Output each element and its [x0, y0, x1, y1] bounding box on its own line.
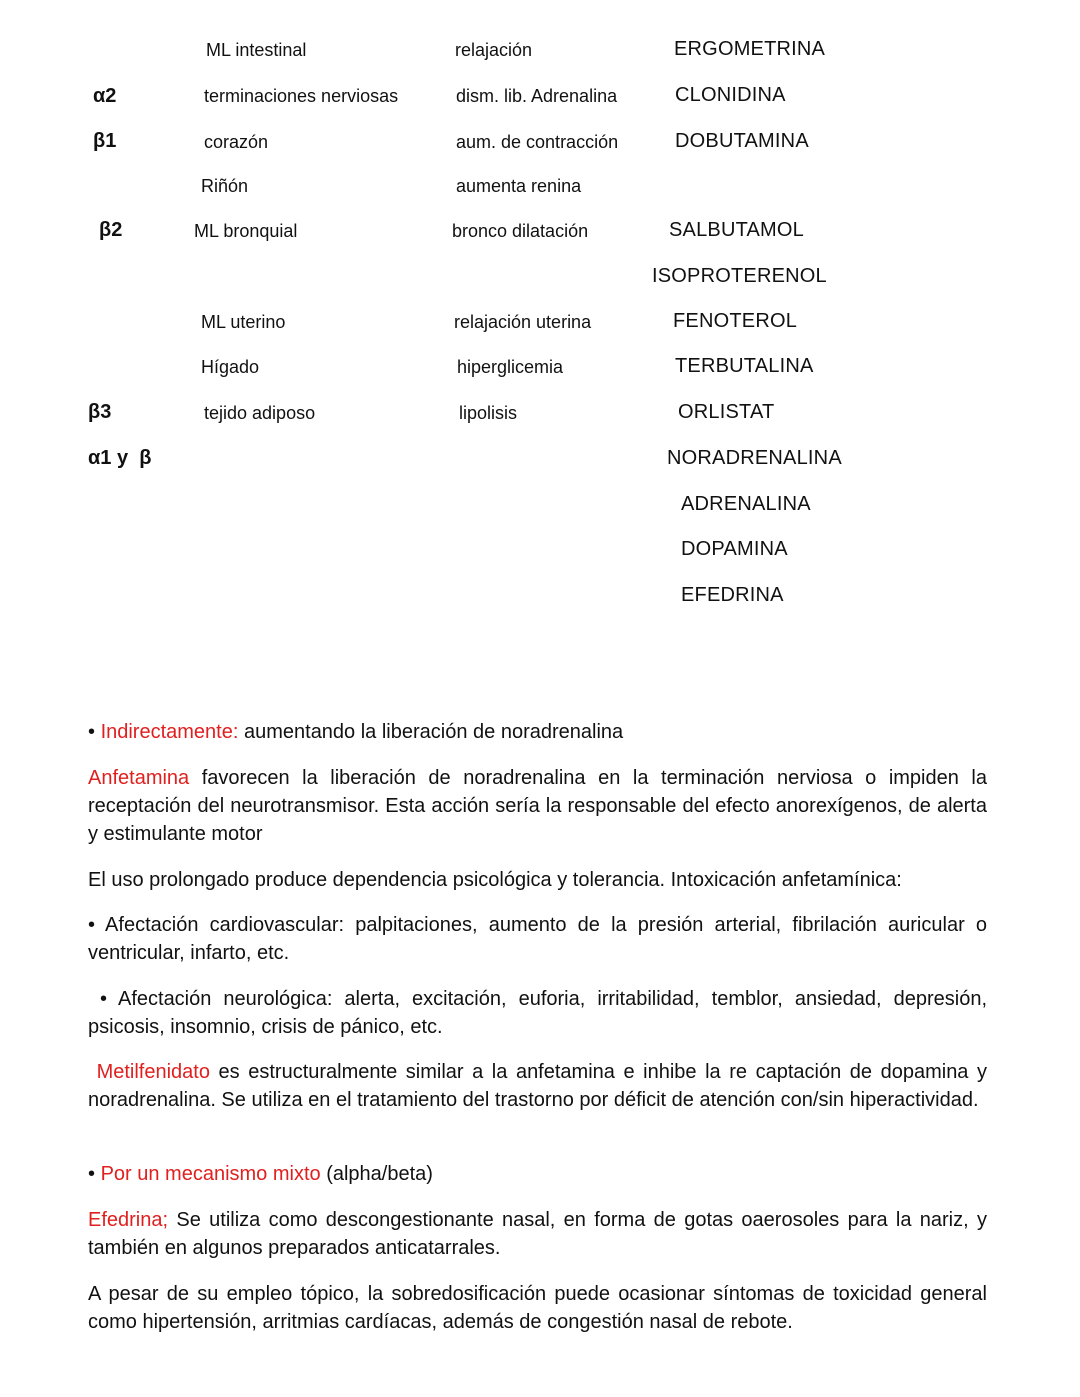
uso-paragraph: El uso prolongado produce dependencia psicológica y tolerancia. Intoxicación anfetamínica: [88, 869, 902, 891]
highlight-term: Anfetamina [88, 767, 190, 789]
effect-cell: dism. lib. Adrenalina [456, 86, 618, 106]
drug-cell: ADRENALINA [681, 493, 811, 515]
tissue-cell: corazón [204, 132, 269, 152]
tissue-cell: Riñón [201, 176, 249, 196]
effect-cell: aumenta renina [456, 176, 582, 196]
effect-cell: aum. de contracción [456, 132, 619, 152]
receptor-cell: β1 [93, 130, 117, 152]
drug-cell: FENOTEROL [673, 310, 798, 332]
metilfenidato-paragraph: Metilfenidato es estructuralmente similar a la anfetamina e inhibe la re captación de dopamina y noradrenalina. Se utiliza en el tratamiento del trastorno por déficit de atención con/sin hiperactividad. [88, 1061, 993, 1111]
indirect-bullet: • Indirectamente: aumentando la liberación de noradrenalina [88, 721, 624, 743]
drug-cell: ORLISTAT [678, 401, 775, 423]
tissue-cell: ML bronquial [194, 221, 298, 241]
receptor-cell: β2 [99, 219, 123, 241]
pesar-paragraph: A pesar de su empleo tópico, la sobredosificación puede ocasionar síntomas de toxicidad general como hipertensión, arritmias cardíacas, además de congestión nasal de rebote. [88, 1283, 987, 1333]
drug-cell: SALBUTAMOL [669, 219, 804, 241]
cardio-bullet: • Afectación cardiovascular: palpitaciones, aumento de la presión arterial, fibrilación auricular o ventricular, infarto, etc. [88, 914, 987, 964]
highlight-term: Efedrina; [88, 1209, 169, 1231]
tissue-cell: ML intestinal [206, 40, 307, 60]
receptor-cell: α2 [93, 85, 117, 107]
drug-cell: CLONIDINA [675, 84, 786, 106]
drug-cell: NORADRENALINA [667, 447, 842, 469]
highlight-term: Por un mecanismo mixto [100, 1163, 321, 1185]
drug-cell: DOBUTAMINA [675, 130, 809, 152]
tissue-cell: Hígado [201, 357, 260, 377]
tissue-cell: ML uterino [201, 312, 286, 332]
tissue-cell: tejido adiposo [204, 403, 316, 423]
effect-cell: relajación uterina [454, 312, 592, 332]
highlight-term: Indirectamente: [100, 721, 239, 743]
highlight-term: Metilfenidato [88, 1061, 210, 1083]
effect-cell: lipolisis [459, 403, 518, 423]
neuro-bullet: • Afectación neurológica: alerta, excitación, euforia, irritabilidad, temblor, ansiedad, depresión, psicosis, insomnio, crisis de pánico, etc. [88, 988, 993, 1038]
drug-cell: ISOPROTERENOL [652, 265, 827, 287]
effect-cell: hiperglicemia [457, 357, 564, 377]
drug-cell: ERGOMETRINA [674, 38, 826, 60]
efedrina-paragraph: Efedrina; Se utiliza como descongestionante nasal, en forma de gotas oaerosoles para la nariz, y también en algunos preparados anticatarrales. [88, 1209, 987, 1259]
effect-cell: relajación [455, 40, 533, 60]
anfetamina-paragraph: Anfetamina favorecen la liberación de noradrenalina en la terminación nerviosa o impiden la receptación del neurotransmisor. Esta acción sería la responsable del efecto anorexígenos, de alerta y estimulante motor [88, 767, 987, 845]
drug-cell: DOPAMINA [681, 538, 788, 560]
drug-cell: EFEDRINA [681, 584, 784, 606]
receptor-cell: β3 [88, 401, 112, 423]
effect-cell: bronco dilatación [452, 221, 589, 241]
mixto-bullet: • Por un mecanismo mixto (alpha/beta) [88, 1163, 433, 1185]
tissue-cell: terminaciones nerviosas [204, 86, 399, 106]
receptor-cell: α1 y β [88, 447, 152, 469]
drug-cell: TERBUTALINA [675, 355, 814, 377]
